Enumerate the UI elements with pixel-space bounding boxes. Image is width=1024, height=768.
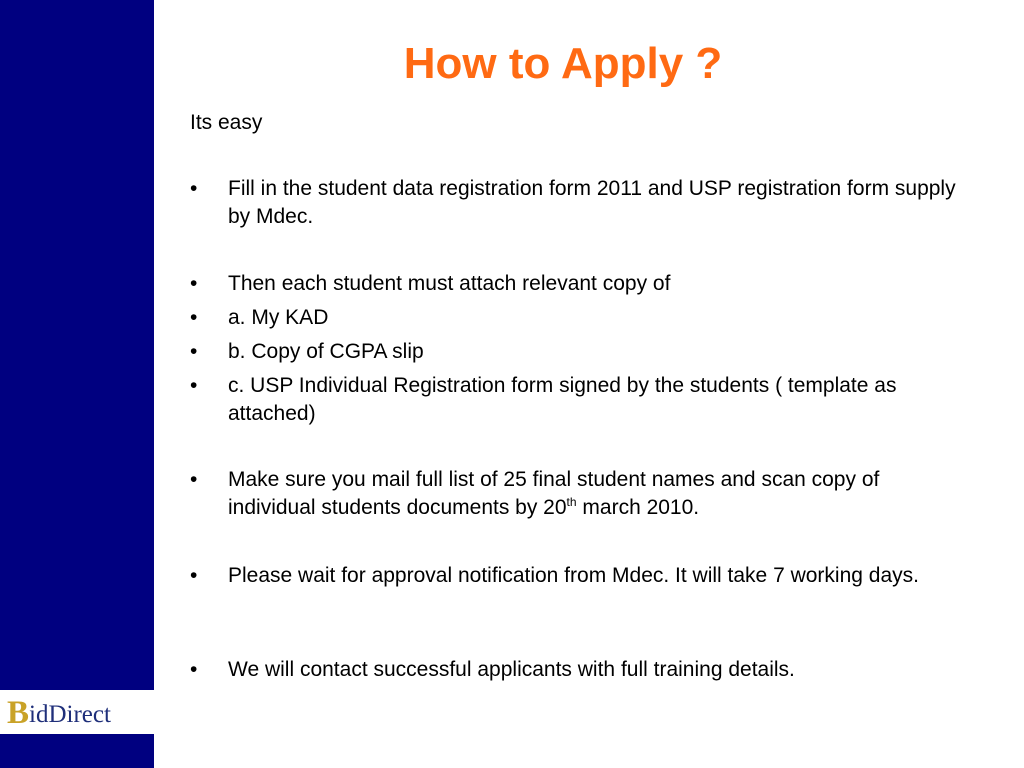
bullet-item bbox=[190, 338, 970, 366]
sidebar-band bbox=[0, 0, 154, 768]
bullet-item bbox=[190, 656, 970, 684]
bullet-text: Please wait for approval notification from Mdec. It will take 7 working days. bbox=[228, 564, 919, 587]
biddirect-logo bbox=[0, 690, 154, 734]
bullet-text: c. USP Individual Registration form signed by the students ( template as attached) bbox=[228, 374, 897, 425]
bullet-text: We will contact successful applicants with full training details. bbox=[228, 658, 795, 681]
bullet-item bbox=[190, 372, 970, 428]
bullet-marker: • bbox=[190, 177, 198, 200]
bullet-item bbox=[190, 562, 970, 590]
date-suffix: th bbox=[566, 495, 577, 509]
bullet-marker: • bbox=[190, 340, 198, 363]
bullet-marker: • bbox=[190, 306, 198, 329]
bullet-text-end: march 2010. bbox=[576, 496, 700, 519]
svg-text:idDirect: idDirect bbox=[29, 701, 111, 728]
svg-text:B: B bbox=[7, 695, 30, 731]
bullet-text: Then each student must attach relevant copy of bbox=[228, 272, 671, 295]
intro-text: Its easy bbox=[190, 111, 263, 134]
bullet-text: b. Copy of CGPA slip bbox=[228, 340, 424, 363]
slide-title: How to Apply ? bbox=[403, 39, 723, 88]
bullet-marker: • bbox=[190, 658, 198, 681]
bullet-text-main: Make sure you mail full list of 25 final student names and scan copy of individual students documents by 20 bbox=[228, 468, 880, 519]
bullet-marker: • bbox=[190, 374, 198, 397]
bullet-item bbox=[190, 304, 970, 332]
bullet-text: a. My KAD bbox=[228, 306, 329, 329]
bullet-marker: • bbox=[190, 468, 198, 491]
bullet-item bbox=[190, 175, 970, 231]
bullet-marker: • bbox=[190, 272, 198, 295]
bullet-text bbox=[228, 466, 970, 522]
bullet-item bbox=[190, 466, 970, 522]
bullet-marker: • bbox=[190, 564, 198, 587]
bullet-text: Fill in the student data registration form 2011 and USP registration form supply by Mdec. bbox=[228, 177, 956, 228]
bullet-item bbox=[190, 270, 970, 298]
logo-icon bbox=[2, 692, 152, 732]
